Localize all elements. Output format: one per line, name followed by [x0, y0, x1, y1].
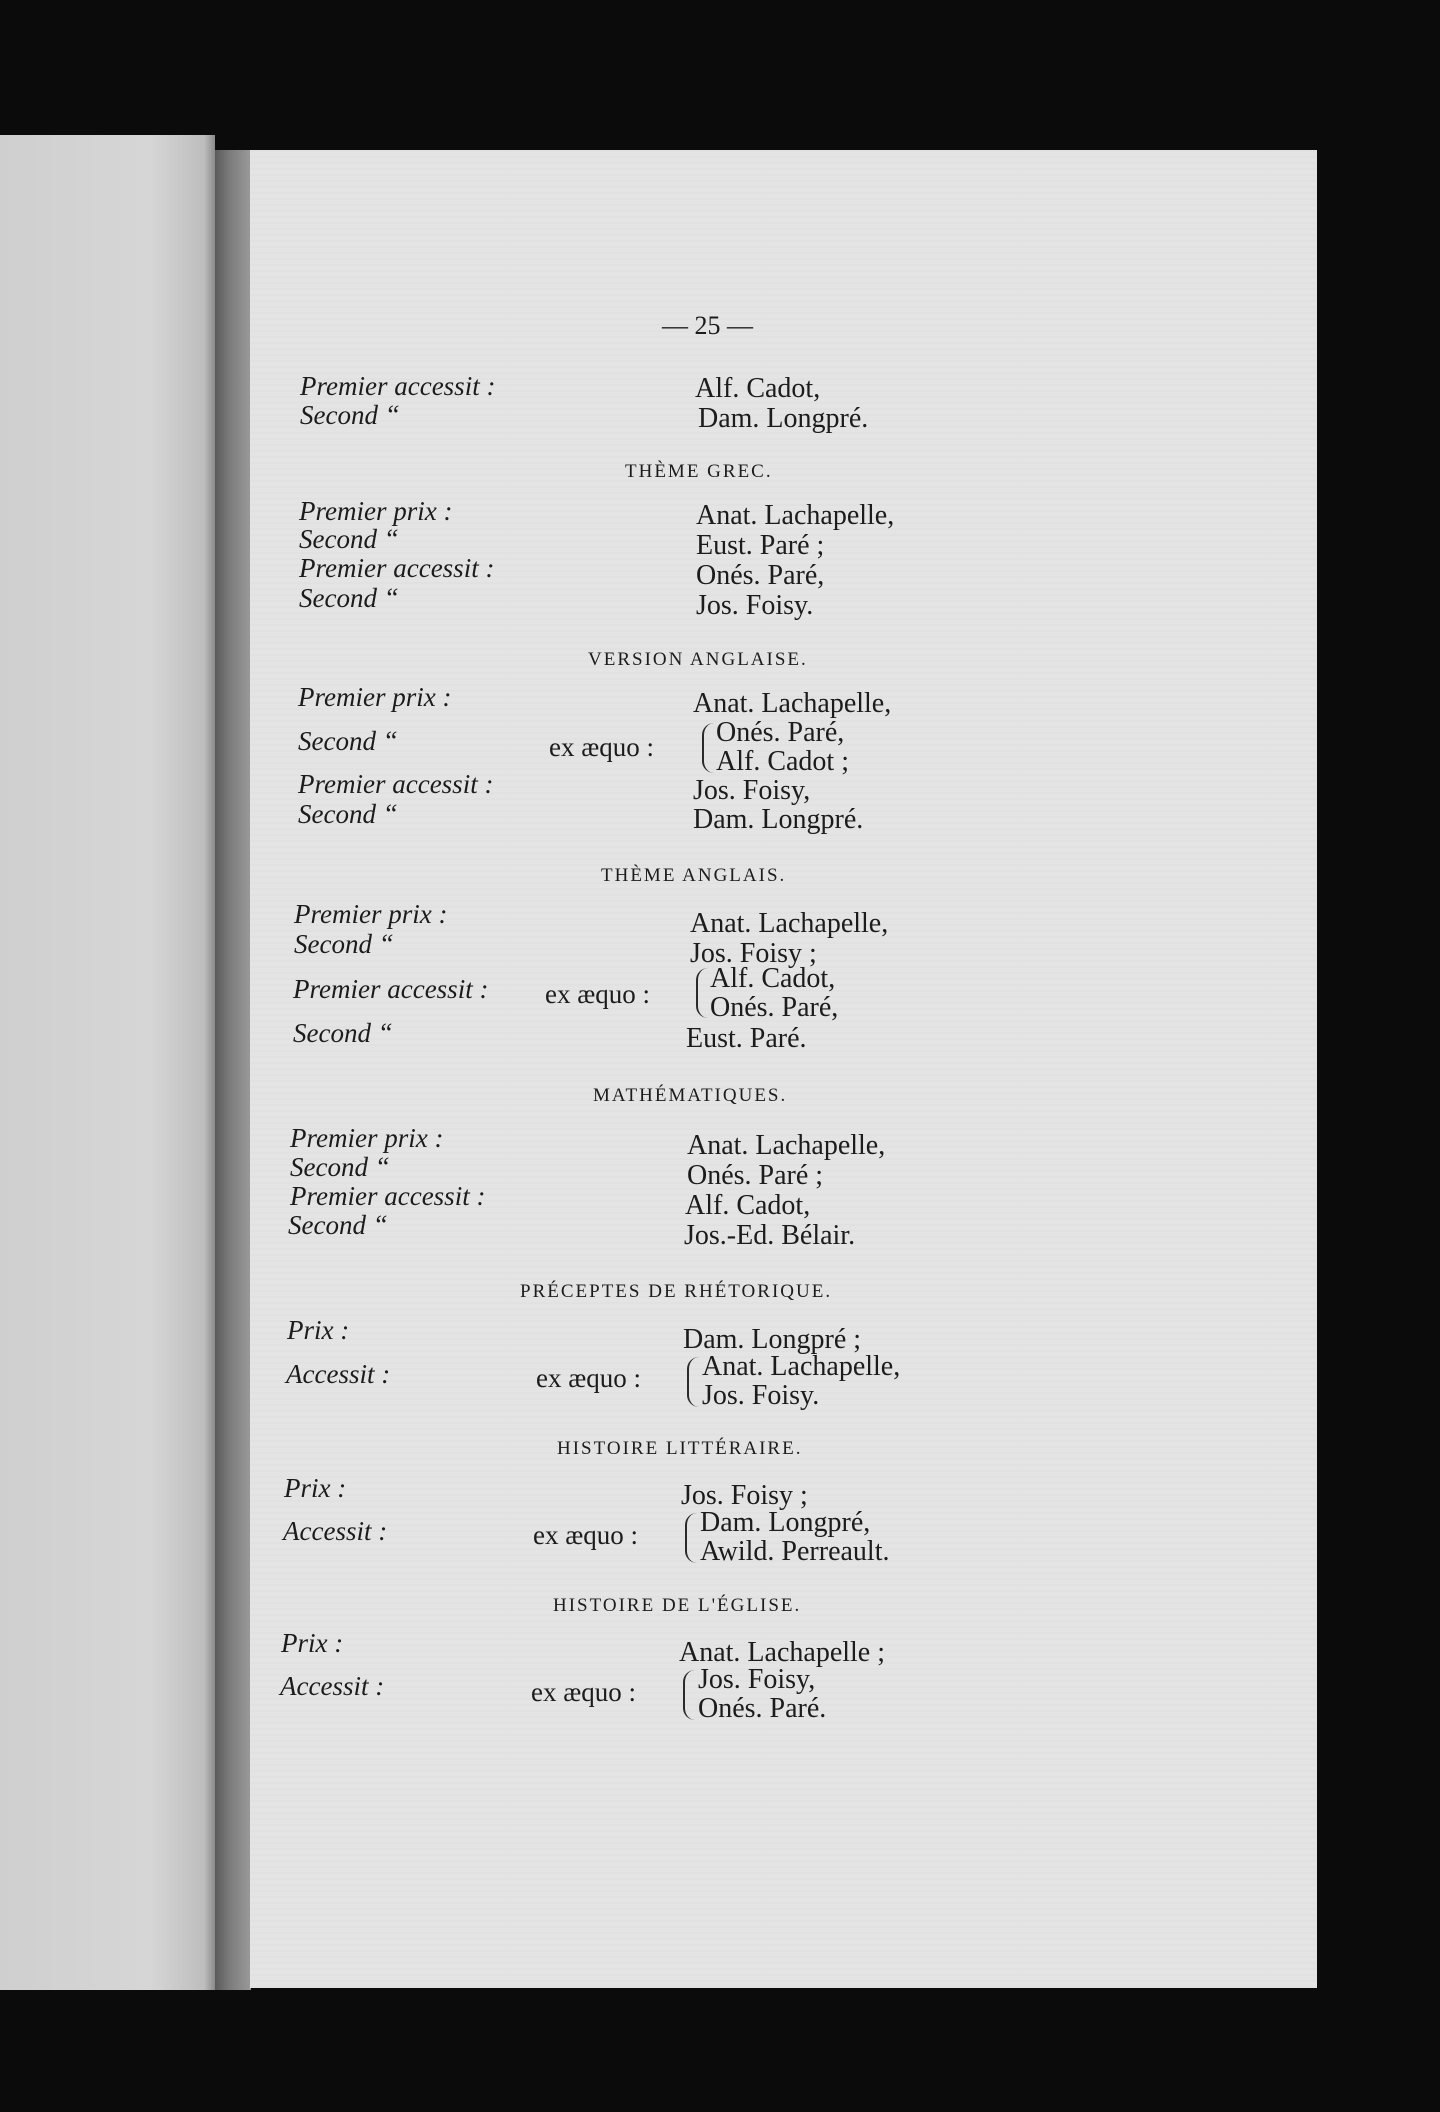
recipient-name: Alf. Cadot,	[685, 1190, 811, 1221]
brace	[702, 723, 716, 773]
recipient-name: Anat. Lachapelle,	[696, 500, 895, 531]
prize-label: Second “	[288, 1210, 388, 1240]
prize-label: Second “	[294, 929, 394, 959]
prize-label: Prix :	[281, 1628, 344, 1658]
recipient-name: Eust. Paré ;	[696, 530, 825, 561]
prize-label: Second “	[299, 583, 399, 613]
recipient-name: Awild. Perreault.	[700, 1536, 890, 1567]
prize-label: Second “	[299, 524, 399, 554]
prize-label: Premier accessit :	[300, 371, 496, 401]
recipient-name: Anat. Lachapelle,	[690, 908, 889, 939]
brace	[696, 968, 710, 1018]
section-heading-theme-grec: THÈME GREC.	[625, 461, 773, 482]
prize-label: Prix :	[287, 1315, 350, 1345]
recipient-name: Onés. Paré,	[696, 560, 825, 591]
recipient-name: Anat. Lachapelle,	[702, 1351, 901, 1382]
brace	[687, 1357, 701, 1407]
brace	[683, 1670, 697, 1720]
ex-aequo-label: ex æquo :	[531, 1677, 636, 1707]
section-heading-histoire-litteraire: HISTOIRE LITTÉRAIRE.	[557, 1438, 803, 1459]
ex-aequo-label: ex æquo :	[545, 979, 650, 1009]
prize-label: Premier accessit :	[298, 769, 494, 799]
prize-label: Second “	[293, 1018, 393, 1048]
prize-label: Premier prix :	[294, 899, 448, 929]
prize-label: Accessit :	[283, 1516, 388, 1546]
recipient-name: Anat. Lachapelle,	[687, 1130, 886, 1161]
recipient-name: Jos. Foisy,	[698, 1664, 816, 1695]
ex-aequo-label: ex æquo :	[549, 732, 654, 762]
recipient-name: Jos. Foisy.	[702, 1380, 820, 1411]
left-page-edge	[0, 135, 215, 1990]
prize-label: Premier accessit :	[299, 553, 495, 583]
section-heading-preceptes: PRÉCEPTES DE RHÉTORIQUE.	[520, 1281, 833, 1302]
recipient-name: Jos. Foisy ;	[690, 938, 817, 969]
prize-label: Premier accessit :	[290, 1181, 486, 1211]
section-heading-mathematiques: MATHÉMATIQUES.	[593, 1085, 788, 1106]
section-heading-theme-anglais: THÈME ANGLAIS.	[601, 865, 787, 886]
recipient-name: Dam. Longpré.	[698, 403, 869, 434]
prize-label: Second “	[290, 1152, 390, 1182]
recipient-name: Jos. Foisy,	[693, 775, 811, 806]
brace	[685, 1513, 699, 1563]
prize-label: Premier accessit :	[293, 974, 489, 1004]
recipient-name: Alf. Cadot,	[695, 373, 821, 404]
recipient-name: Jos. Foisy ;	[681, 1480, 808, 1511]
prize-label: Premier prix :	[290, 1123, 444, 1153]
recipient-name: Onés. Paré.	[698, 1693, 827, 1724]
prize-label: Second “	[300, 400, 400, 430]
recipient-name: Onés. Paré,	[716, 717, 845, 748]
recipient-name: Dam. Longpré,	[700, 1507, 871, 1538]
recipient-name: Anat. Lachapelle ;	[679, 1637, 886, 1668]
prize-label: Prix :	[284, 1473, 347, 1503]
recipient-name: Onés. Paré,	[710, 992, 839, 1023]
recipient-name: Jos. Foisy.	[696, 590, 814, 621]
book-gutter	[215, 150, 251, 1990]
prize-label: Second “	[298, 726, 398, 756]
section-heading-version-anglaise: VERSION ANGLAISE.	[588, 649, 808, 670]
prize-label: Premier prix :	[298, 682, 452, 712]
prize-label: Second “	[298, 799, 398, 829]
recipient-name: Onés. Paré ;	[687, 1160, 824, 1191]
prize-label: Premier prix :	[299, 496, 453, 526]
recipient-name: Alf. Cadot ;	[716, 746, 849, 777]
ex-aequo-label: ex æquo :	[533, 1520, 638, 1550]
recipient-name: Dam. Longpré ;	[683, 1324, 862, 1355]
prize-label: Accessit :	[286, 1359, 391, 1389]
recipient-name: Alf. Cadot,	[710, 963, 836, 994]
recipient-name: Eust. Paré.	[686, 1023, 807, 1054]
recipient-name: Jos.-Ed. Bélair.	[684, 1220, 856, 1251]
prize-label: Accessit :	[280, 1671, 385, 1701]
recipient-name: Anat. Lachapelle,	[693, 688, 892, 719]
ex-aequo-label: ex æquo :	[536, 1363, 641, 1393]
recipient-name: Dam. Longpré.	[693, 804, 864, 835]
page-number: — 25 —	[662, 311, 753, 340]
section-heading-histoire-eglise: HISTOIRE DE L'ÉGLISE.	[553, 1595, 802, 1616]
document-page	[250, 150, 1317, 1988]
